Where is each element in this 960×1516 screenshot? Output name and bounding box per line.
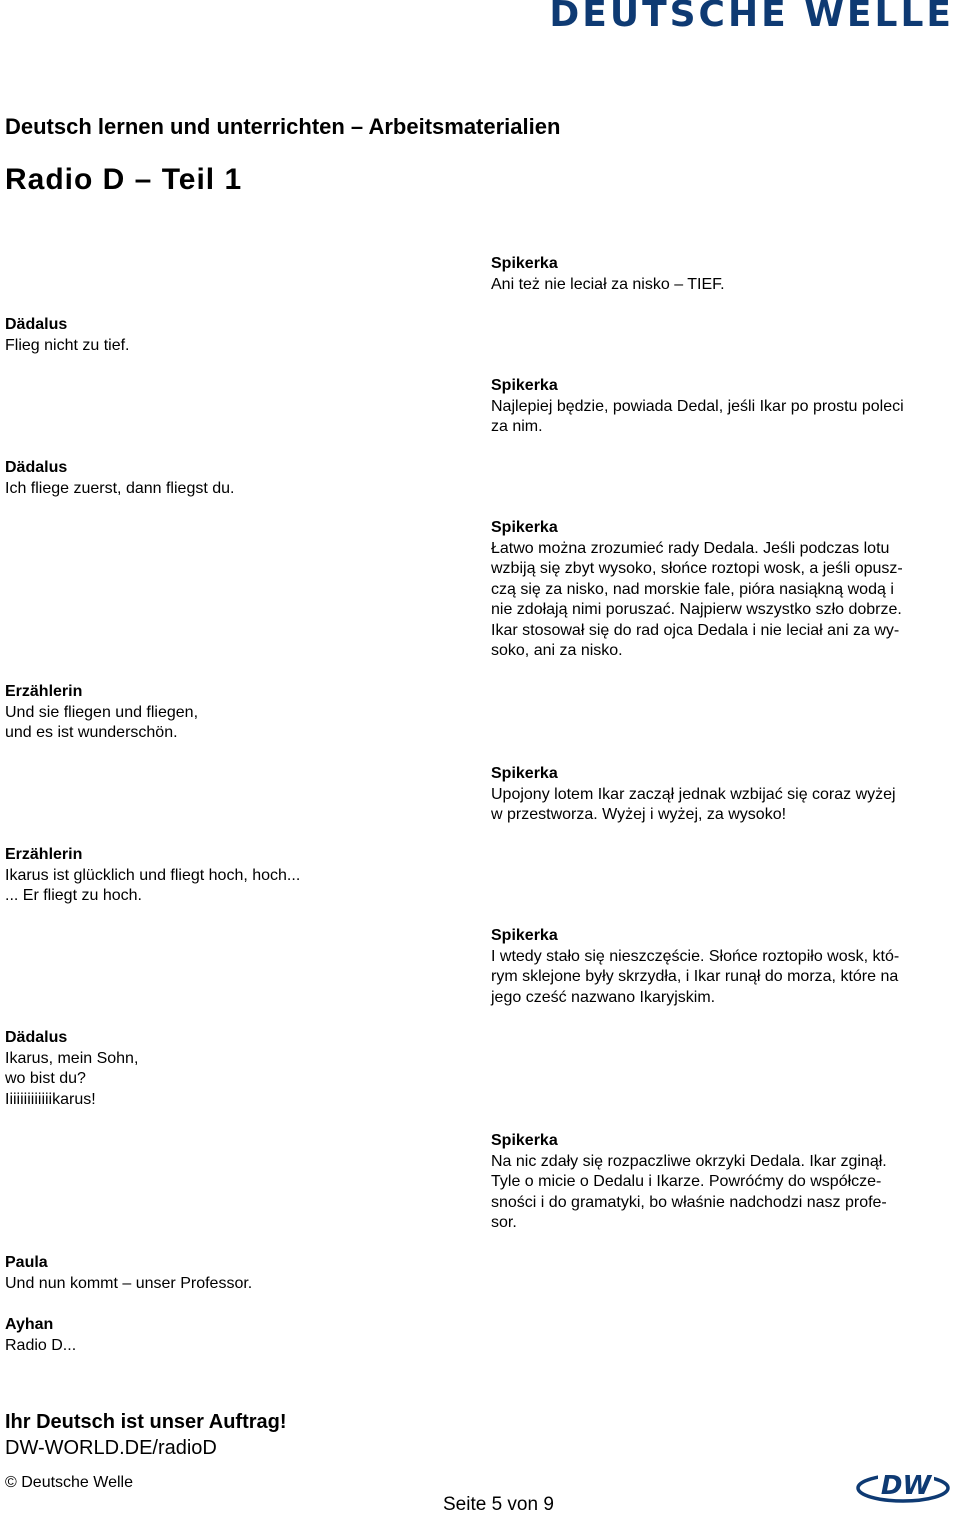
dialogue-text: Ich fliege zuerst, dann fliegst du. [5, 479, 235, 497]
dialogue-text: Najlepiej będzie, powiada Dedal, jeśli Ikar po prostu poleci za nim. [491, 397, 904, 435]
dialogue-block-de [5, 1315, 445, 1356]
deutsche-welle-wordmark: DEUTSCHE WELLE [549, 0, 954, 35]
speaker-name: Spikerka [491, 927, 558, 944]
dialogue-text: Ikarus, mein Sohn, wo bist du? Iiiiiiiiiiiiikarus! [5, 1049, 139, 1108]
speaker-name: Paula [5, 1254, 48, 1271]
dialogue-block-pl [491, 1131, 953, 1234]
document-title: Radio D – Teil 1 [5, 163, 243, 196]
speaker-name: Spikerka [491, 1132, 558, 1149]
footer-url[interactable]: DW-WORLD.DE/radioD [5, 1437, 217, 1459]
dialogue-block-de [5, 458, 445, 499]
speaker-name: Ayhan [5, 1316, 54, 1333]
dialogue-text: Na nic zdały się rozpaczliwe okrzyki Dedala. Ikar zginął. Tyle o micie o Dedalu i Ikarze. Powróćmy do współcze- sności i do gramatyki, bo właśnie nadchodzi nasz profe- sor. [491, 1152, 887, 1231]
speaker-name: Erzählerin [5, 683, 83, 700]
dialogue-text: I wtedy stało się nieszczęście. Słońce roztopiło wosk, któ- rym sklejone były skrzydła, i Ikar runął do morza, które na jego cześć nazwano Ikaryjskim. [491, 947, 900, 1006]
speaker-name: Spikerka [491, 765, 558, 782]
dialogue-text: Ikarus ist glücklich und fliegt hoch, hoch... ... Er fliegt zu hoch. [5, 866, 301, 904]
document-subtitle: Deutsch lernen und unterrichten – Arbeitsmaterialien [5, 114, 561, 139]
dw-logo-icon [856, 1465, 954, 1505]
dialogue-block-de [5, 682, 445, 744]
dialogue-text: Upojony lotem Ikar zaczął jednak wzbijać się coraz wyżej w przestworza. Wyżej i wyżej, za wysoko! [491, 785, 896, 823]
dw-logo-text: DW [880, 1471, 932, 1501]
dialogue-text: Ani też nie leciał za nisko – TIEF. [491, 275, 725, 293]
dialogue-text: Radio D... [5, 1336, 77, 1354]
speaker-name: Spikerka [491, 519, 558, 536]
speaker-name: Dädalus [5, 459, 68, 476]
dialogue-block-de [5, 1253, 445, 1294]
footer-copyright: © Deutsche Welle [5, 1474, 133, 1491]
dialogue-text: Flieg nicht zu tief. [5, 336, 130, 354]
dialogue-block-pl [491, 926, 953, 1008]
dialogue-block-de [5, 315, 445, 356]
speaker-name: Dädalus [5, 316, 68, 333]
dialogue-block-de [5, 845, 445, 907]
speaker-name: Spikerka [491, 255, 558, 272]
dialogue-block-de [5, 1028, 445, 1110]
speaker-name: Spikerka [491, 377, 558, 394]
dialogue-text: Łatwo można zrozumieć rady Dedala. Jeśli podczas lotu wzbiją się zbyt wysoko, słońce roztopi wosk, a jeśli opusz- czą się za nisko, nad morskie fale, pióra nasiąkną wodą i nie zdołają nimi poruszać. Najpierw wszystko szło dobrze. Ikar stosował się do rad ojca Dedala i nie leciał ani za wy- soko, ani za nisko. [491, 539, 903, 659]
dialogue-block-pl [491, 764, 953, 826]
dialogue-block-pl [491, 254, 953, 295]
speaker-name: Dädalus [5, 1029, 68, 1046]
dialogue-block-pl [491, 376, 953, 438]
dialogue-text: Und nun kommt – unser Professor. [5, 1274, 253, 1292]
page-number: Seite 5 von 9 [443, 1494, 554, 1515]
footer-slogan: Ihr Deutsch ist unser Auftrag! [5, 1411, 287, 1433]
dialogue-block-pl [491, 518, 953, 662]
speaker-name: Erzählerin [5, 846, 83, 863]
dialogue-text: Und sie fliegen und fliegen, und es ist wunderschön. [5, 703, 199, 741]
